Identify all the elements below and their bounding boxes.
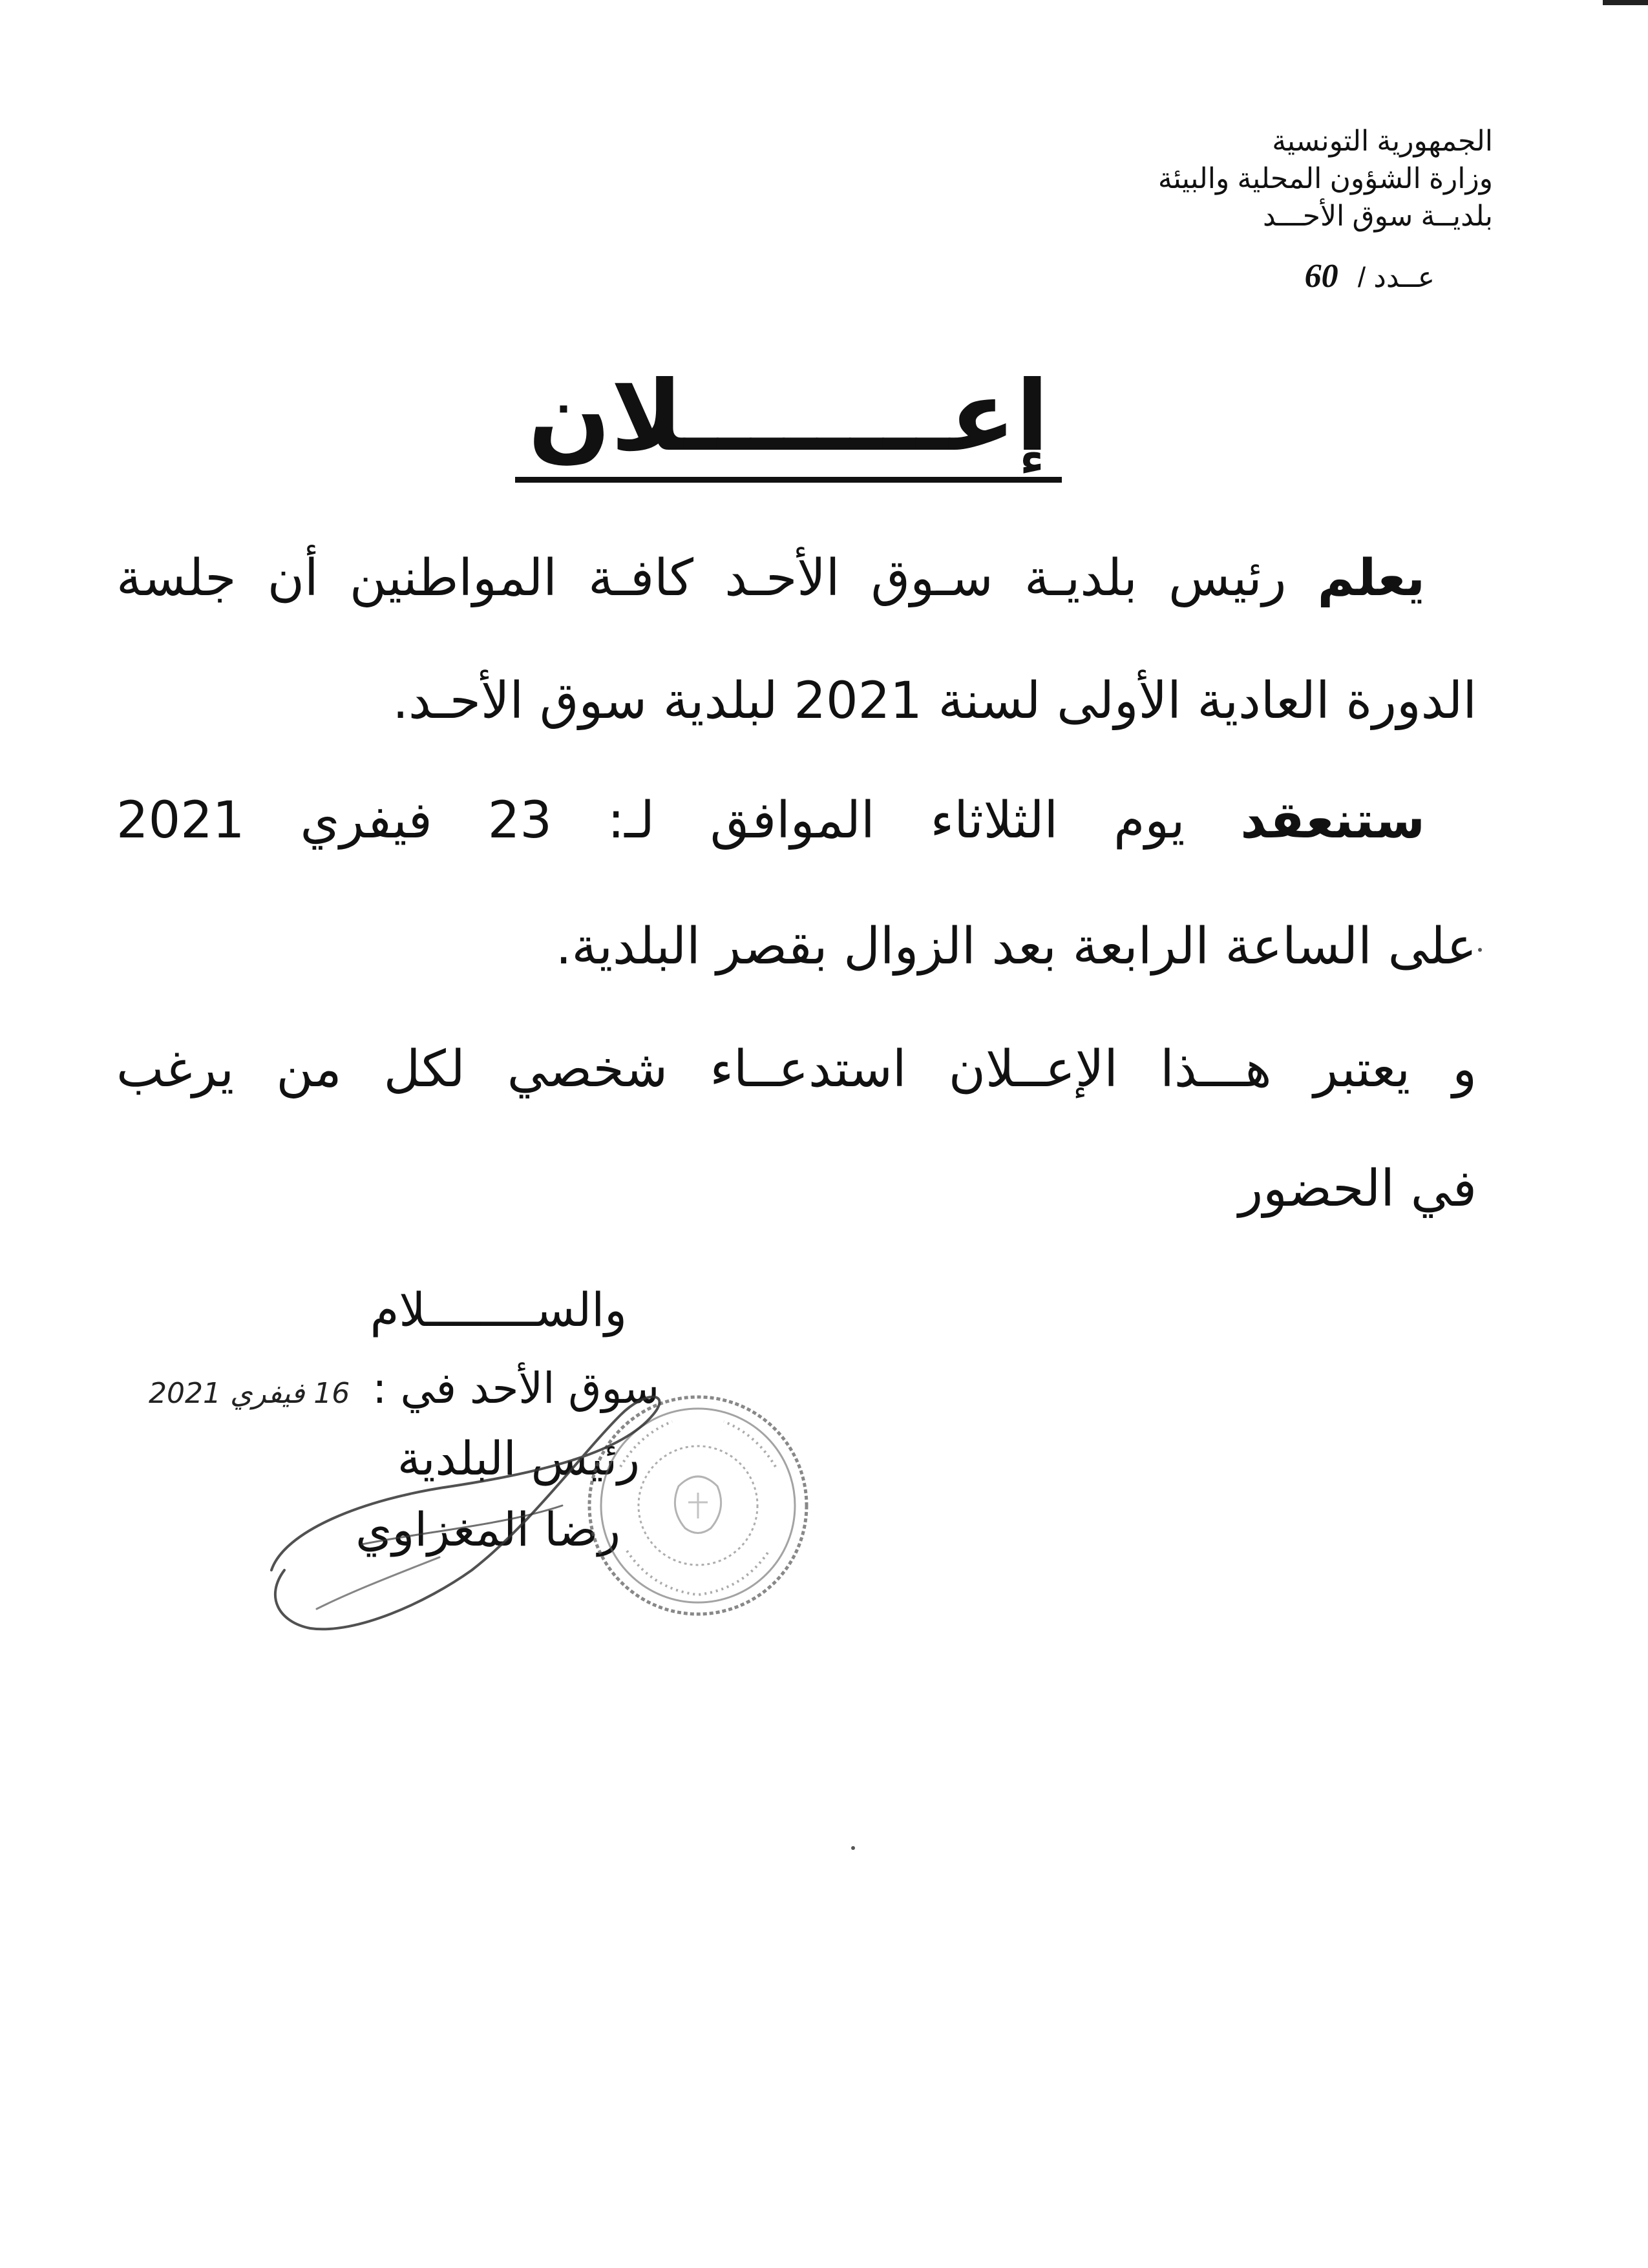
signer-title: رئيس البلدية [397, 1431, 640, 1486]
body-line-3-bold: ستنعقد [1240, 792, 1425, 850]
country-name: الجمهورية التونسية [1272, 125, 1493, 157]
body-line-3 [116, 792, 1477, 850]
reference-label: عــدد / [1357, 262, 1435, 293]
municipality-name: بلديــة سوق الأحـــد [1263, 200, 1493, 232]
body-line-6: في الحضور [1238, 1160, 1477, 1218]
closing-salutation: والســــــــلام [370, 1283, 627, 1337]
signer-name: رضا المغزاوي [355, 1502, 620, 1557]
announcement-title [0, 362, 1648, 472]
letterhead [1041, 123, 1493, 235]
body-line-3-text: يوم الثلاثاء الموافق لـ: 23 فيفري 2021 [116, 792, 1185, 850]
body-line-1 [116, 549, 1477, 607]
place-label: سوق الأحد في : [372, 1363, 659, 1413]
scan-corner-mark [1603, 0, 1648, 5]
handwritten-date: 16 فيفري 2021 [149, 1377, 350, 1410]
body-line-2: الدورة العادية الأولى لسنة 2021 لبلدية سوق الأحـد. [392, 672, 1477, 730]
body-line-4: على الساعة الرابعة بعد الزوال بقصر البلدية. [555, 918, 1477, 976]
ministry-name: وزارة الشؤون المحلية والبيئة [1157, 163, 1493, 194]
reference-number: 60 [1304, 258, 1338, 295]
body-line-1-bold: يعلم [1317, 549, 1425, 607]
announcement-title-text: إعــــــــلان [515, 361, 1062, 483]
reference-number-line [1305, 257, 1435, 295]
signature-icon [259, 1376, 698, 1648]
body-line-5: و يعتبر هـــذا الإعــلان استدعــاء شخصي لكل من يرغب [116, 1040, 1477, 1098]
body-line-1-text: رئيس بلديـة سـوق الأحـد كافـة المواطنين أن جلسة [116, 549, 1287, 607]
